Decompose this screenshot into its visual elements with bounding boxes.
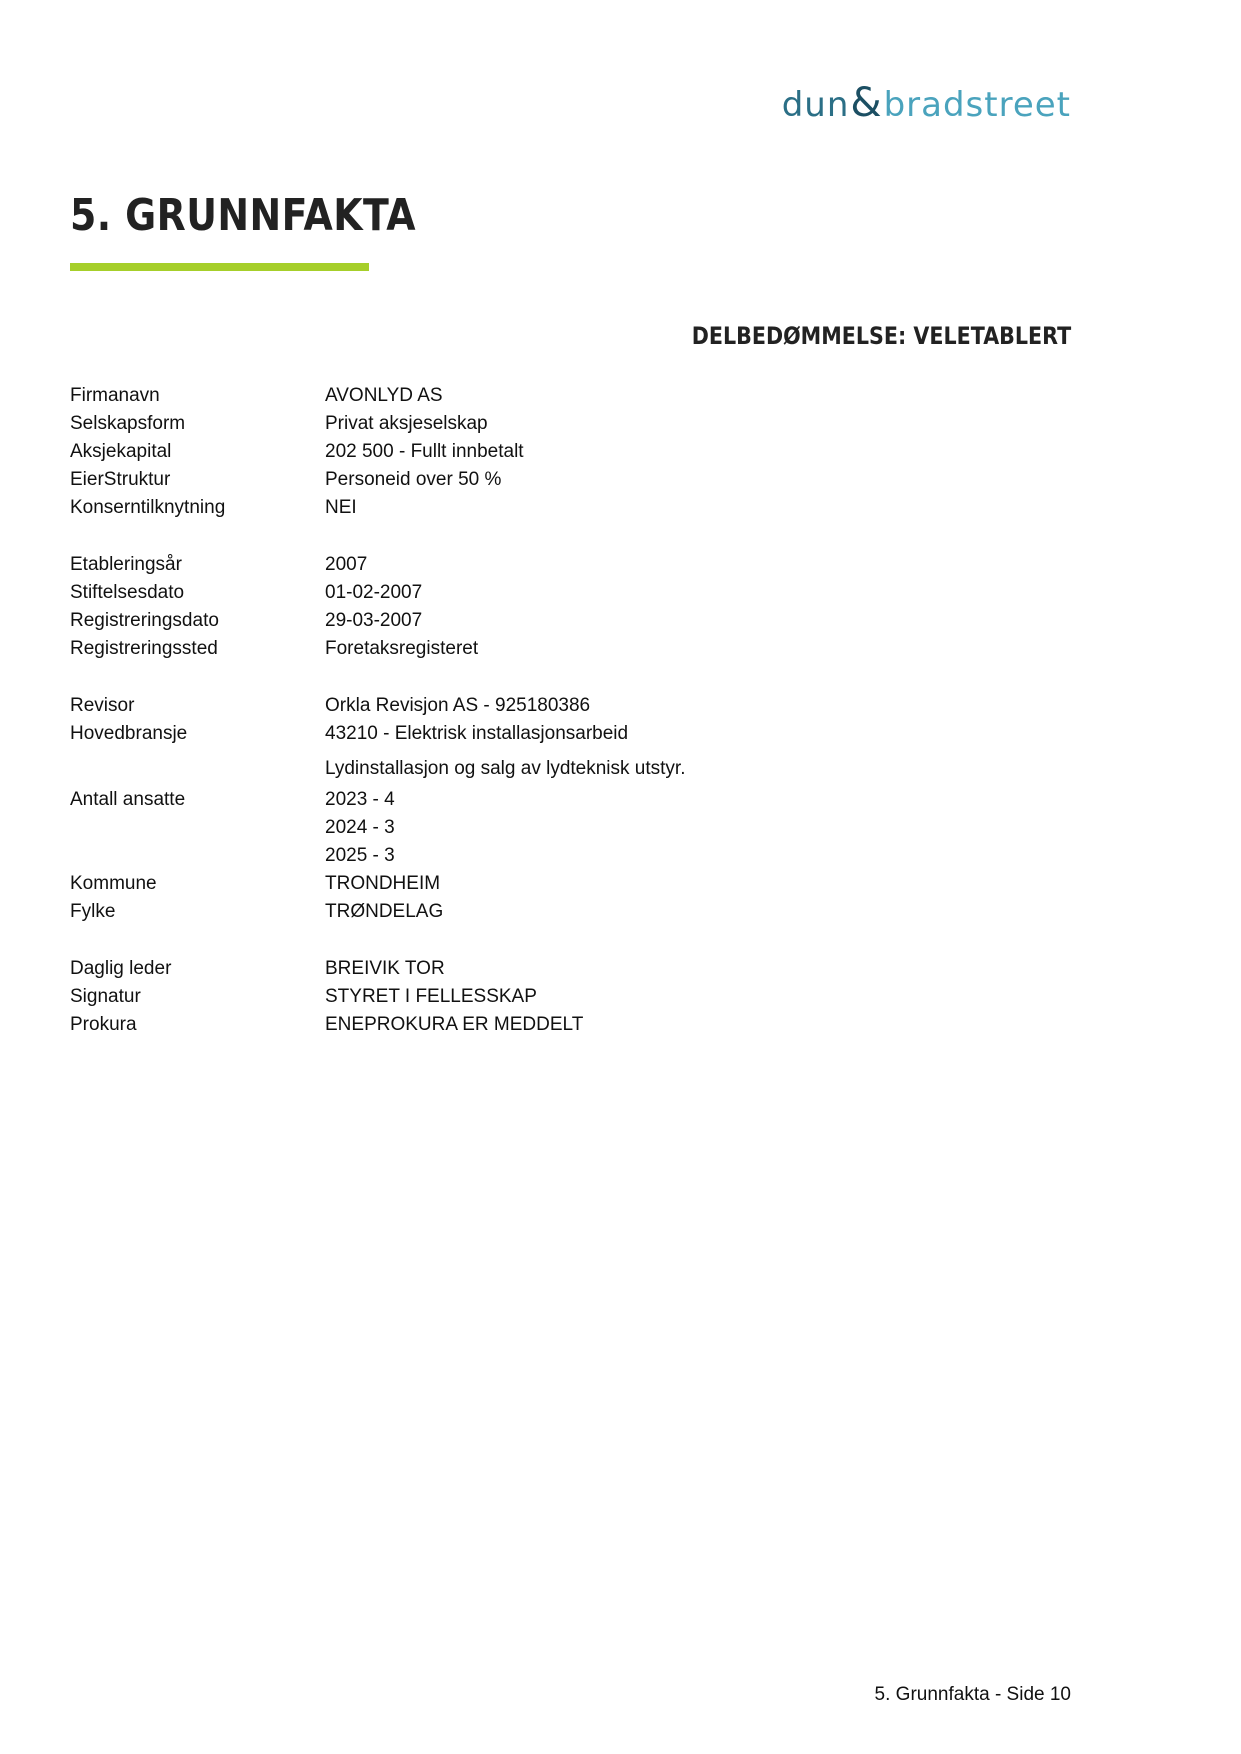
fact-value: 2024 - 3 bbox=[325, 817, 395, 838]
fact-value: 202 500 - Fullt innbetalt bbox=[325, 441, 524, 462]
fact-row bbox=[70, 898, 970, 926]
fact-row bbox=[70, 692, 970, 720]
fact-row bbox=[70, 607, 970, 635]
fact-label: Stiftelsesdato bbox=[70, 582, 185, 603]
facts-group-management bbox=[70, 955, 970, 1039]
fact-label bbox=[70, 814, 325, 842]
facts-group-establishment bbox=[70, 551, 970, 663]
fact-label: Registreringsdato bbox=[70, 610, 219, 631]
fact-label: Daglig leder bbox=[70, 958, 172, 979]
fact-row-description bbox=[70, 751, 970, 786]
fact-row bbox=[70, 466, 970, 494]
fact-value: AVONLYD AS bbox=[325, 385, 443, 406]
fact-value: STYRET I FELLESSKAP bbox=[325, 986, 537, 1007]
title-accent-bar bbox=[70, 263, 369, 271]
dun-bradstreet-logo bbox=[782, 80, 1071, 126]
fact-row bbox=[70, 1011, 970, 1039]
fact-value: Lydinstallasjon og salg av lydteknisk utstyr. bbox=[325, 758, 686, 779]
fact-row bbox=[70, 551, 970, 579]
facts-group-company bbox=[70, 382, 970, 522]
fact-row bbox=[70, 494, 970, 522]
fact-label: Registreringssted bbox=[70, 638, 218, 659]
page-title: 5. GRUNNFAKTA bbox=[70, 190, 417, 241]
fact-row bbox=[70, 786, 970, 814]
fact-label bbox=[70, 751, 325, 786]
fact-value: TRØNDELAG bbox=[325, 901, 444, 922]
fact-label: Signatur bbox=[70, 986, 141, 1007]
fact-row bbox=[70, 955, 970, 983]
fact-label: EierStruktur bbox=[70, 469, 171, 490]
fact-value: 2007 bbox=[325, 554, 368, 575]
page-footer: 5. Grunnfakta - Side 10 bbox=[874, 1684, 1071, 1705]
fact-label: Etableringsår bbox=[70, 554, 182, 575]
fact-value: NEI bbox=[325, 497, 357, 518]
fact-label: Aksjekapital bbox=[70, 441, 172, 462]
fact-value: BREIVIK TOR bbox=[325, 958, 445, 979]
fact-row bbox=[70, 438, 970, 466]
fact-row bbox=[70, 720, 970, 748]
basic-facts-table bbox=[70, 382, 970, 1068]
fact-row bbox=[70, 635, 970, 663]
fact-value: Orkla Revisjon AS - 925180386 bbox=[325, 695, 591, 716]
fact-value: ENEPROKURA ER MEDDELT bbox=[325, 1014, 584, 1035]
fact-value: 43210 - Elektrisk installasjonsarbeid bbox=[325, 723, 629, 744]
fact-label bbox=[70, 842, 325, 870]
fact-row bbox=[70, 410, 970, 438]
fact-row bbox=[70, 983, 970, 1011]
fact-value: 29-03-2007 bbox=[325, 610, 423, 631]
fact-label: Antall ansatte bbox=[70, 789, 186, 810]
fact-row bbox=[70, 579, 970, 607]
fact-value: 2025 - 3 bbox=[325, 845, 395, 866]
fact-label: Hovedbransje bbox=[70, 723, 188, 744]
fact-label: Kommune bbox=[70, 873, 157, 894]
fact-value: 2023 - 4 bbox=[325, 789, 395, 810]
fact-label: Firmanavn bbox=[70, 385, 160, 406]
fact-value: Personeid over 50 % bbox=[325, 469, 502, 490]
fact-value: Foretaksregisteret bbox=[325, 638, 479, 659]
fact-value: 01-02-2007 bbox=[325, 582, 423, 603]
facts-group-operations bbox=[70, 692, 970, 926]
fact-value: Privat aksjeselskap bbox=[325, 413, 488, 434]
fact-label: Fylke bbox=[70, 901, 116, 922]
fact-row bbox=[70, 870, 970, 898]
fact-label: Selskapsform bbox=[70, 413, 186, 434]
fact-value: TRONDHEIM bbox=[325, 873, 441, 894]
logo-ampersand: & bbox=[850, 80, 883, 126]
fact-row bbox=[70, 382, 970, 410]
fact-row bbox=[70, 842, 970, 870]
fact-label: Konserntilknytning bbox=[70, 497, 226, 518]
fact-label: Prokura bbox=[70, 1014, 137, 1035]
logo-word-dun: dun bbox=[781, 85, 850, 125]
sub-rating-heading: DELBEDØMMELSE: VELETABLERT bbox=[691, 322, 1071, 350]
fact-label: Revisor bbox=[70, 695, 135, 716]
logo-word-bradstreet: bradstreet bbox=[883, 85, 1071, 125]
fact-row bbox=[70, 814, 970, 842]
